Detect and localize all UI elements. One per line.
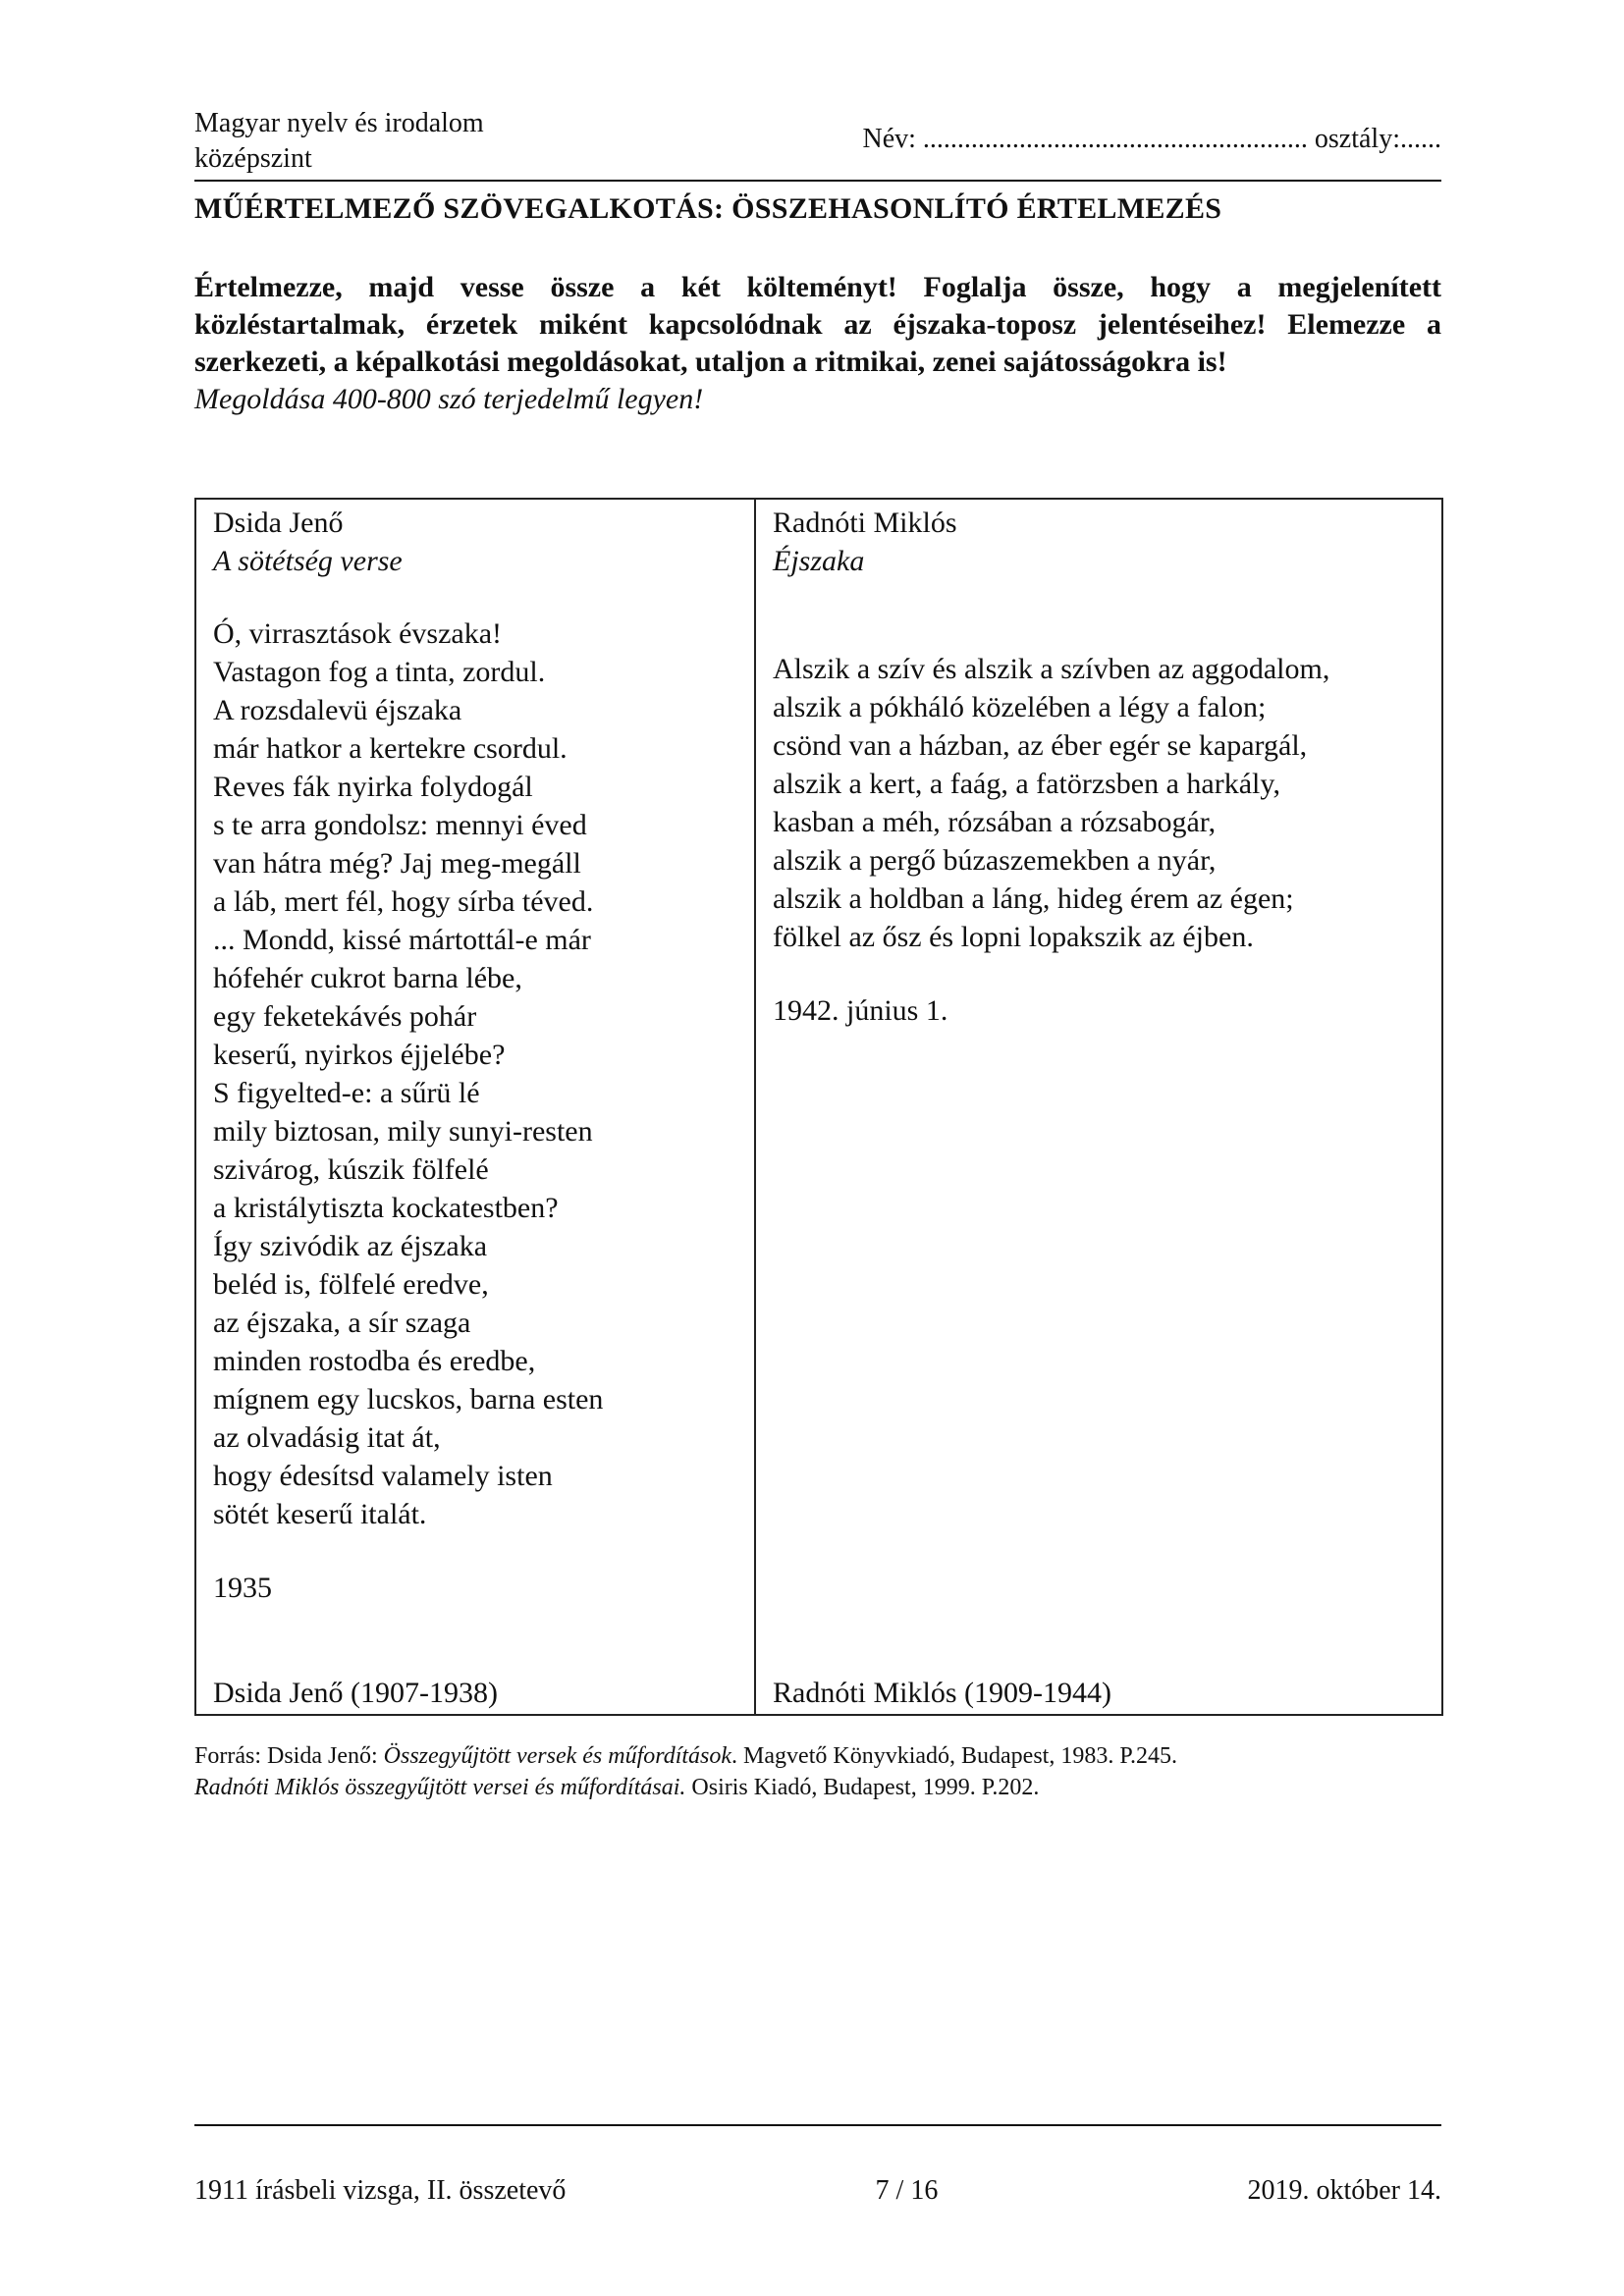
poem-line: a kristálytiszta kockatestben? — [213, 1192, 559, 1224]
poem-title: Éjszaka — [773, 545, 865, 577]
poem-line: beléd is, fölfelé eredve, — [213, 1268, 489, 1301]
header-subject: Magyar nyelv és irodalom — [194, 108, 484, 138]
poem-line: A rozsdalevü éjszaka — [213, 694, 462, 726]
poem-line: egy feketekávés pohár — [213, 1000, 477, 1033]
poem-lines — [213, 614, 603, 1533]
poem-column-radnoti — [756, 500, 1441, 1714]
footer-date: 2019. október 14. — [1247, 2175, 1441, 2206]
poem-column-dsida — [196, 500, 756, 1714]
poem-line: hogy édesítsd valamely isten — [213, 1460, 553, 1492]
poem-line: s te arra gondolsz: mennyi éved — [213, 809, 587, 841]
footer-page-number: 7 / 16 — [875, 2175, 939, 2206]
poem-lines — [773, 650, 1329, 956]
poem-line: az olvadásig itat át, — [213, 1421, 441, 1454]
header-subject-block — [194, 106, 484, 177]
sources-note — [194, 1740, 1177, 1803]
poem-line: van hátra még? Jaj meg-megáll — [213, 847, 581, 880]
poem-line: alszik a pergő búzaszemekben a nyár, — [773, 844, 1217, 877]
poems-table — [194, 498, 1443, 1716]
source-radnoti: Radnóti Miklós összegyűjtött versei és műfordításai. Osiris Kiadó, Budapest, 1999. P.202. — [194, 1775, 1040, 1800]
poem-line: az éjszaka, a sír szaga — [213, 1307, 471, 1339]
poem-line: Alszik a szív és alszik a szívben az aggodalom, — [773, 653, 1330, 685]
poem-line: minden rostodba és eredbe, — [213, 1345, 536, 1377]
footer-exam: 1911 írásbeli vizsga, II. összetevő — [194, 2175, 567, 2206]
poem-line: már hatkor a kertekre csordul. — [213, 732, 568, 765]
poem-line: sötét keserű italát. — [213, 1498, 427, 1530]
poem-line: hófehér cukrot barna lébe, — [213, 962, 522, 994]
poem-title: A sötétség verse — [213, 545, 403, 577]
task-instruction: Értelmezze, majd vesse össze a két költeményt! Foglalja össze, hogy a megjelenített közléstartalmak, érzetek miként kapcsolódnak az éjszaka-toposz jelentéseihez! Elemezze a szerkezeti, a képalkotási megoldásokat, utaljon a ritmikai, zenei sajátosságokra is! — [194, 271, 1441, 378]
poem-line: keserű, nyirkos éjjelébe? — [213, 1039, 506, 1071]
poem-line: csönd van a házban, az éber egér se kapargál, — [773, 729, 1308, 762]
poem-author: Radnóti Miklós — [773, 507, 957, 539]
poem-line: ... Mondd, kissé mártottál-e már — [213, 924, 591, 956]
poem-line: mily biztosan, mily sunyi-resten — [213, 1115, 593, 1148]
header-name-field: Név: ........................................................ osztály:...... — [862, 124, 1441, 154]
page-footer — [194, 2175, 1441, 2207]
task-length-note: Megoldása 400-800 szó terjedelmű legyen! — [194, 383, 704, 415]
task-block — [194, 269, 1441, 418]
poet-lifespan: Radnóti Miklós (1909-1944) — [773, 1677, 1111, 1709]
poet-lifespan: Dsida Jenő (1907-1938) — [213, 1677, 498, 1709]
poem-line: Így szivódik az éjszaka — [213, 1230, 488, 1262]
poem-line: kasban a méh, rózsában a rózsabogár, — [773, 806, 1217, 838]
source-dsida: Forrás: Dsida Jenő: Összegyűjtött versek és műfordítások. Magvető Könyvkiadó, Budapest, 1983. P.245. — [194, 1743, 1178, 1769]
poem-author: Dsida Jenő — [213, 507, 344, 539]
poem-line: alszik a kert, a faág, a fatörzsben a harkály, — [773, 768, 1280, 800]
poem-date: 1942. június 1. — [773, 994, 948, 1027]
poem-line: fölkel az ősz és lopni lopakszik az éjben. — [773, 921, 1254, 953]
poem-line: Vastagon fog a tinta, zordul. — [213, 656, 546, 688]
source-book-title: Összegyűjtött versek és műfordítások — [383, 1743, 732, 1769]
source-book-title: Radnóti Miklós összegyűjtött versei és műfordításai. — [194, 1775, 686, 1800]
header-divider — [194, 180, 1441, 182]
footer-divider — [194, 2124, 1441, 2126]
poem-line: alszik a holdban a láng, hideg érem az égen; — [773, 882, 1294, 915]
poem-line: Ó, virrasztások évszaka! — [213, 617, 503, 650]
poem-line: mígnem egy lucskos, barna esten — [213, 1383, 604, 1415]
poem-line: Reves fák nyirka folydogál — [213, 771, 533, 803]
poem-line: alszik a pókháló közelében a légy a falon; — [773, 691, 1267, 723]
poem-line: S figyelted-e: a sűrü lé — [213, 1077, 480, 1109]
poem-line: szivárog, kúszik fölfelé — [213, 1153, 489, 1186]
poem-date: 1935 — [213, 1572, 272, 1604]
poem-line: a láb, mert fél, hogy sírba téved. — [213, 885, 594, 918]
header-level: középszint — [194, 143, 312, 174]
section-title: MŰÉRTELMEZŐ SZÖVEGALKOTÁS: ÖSSZEHASONLÍTÓ ÉRTELMEZÉS — [194, 192, 1222, 225]
